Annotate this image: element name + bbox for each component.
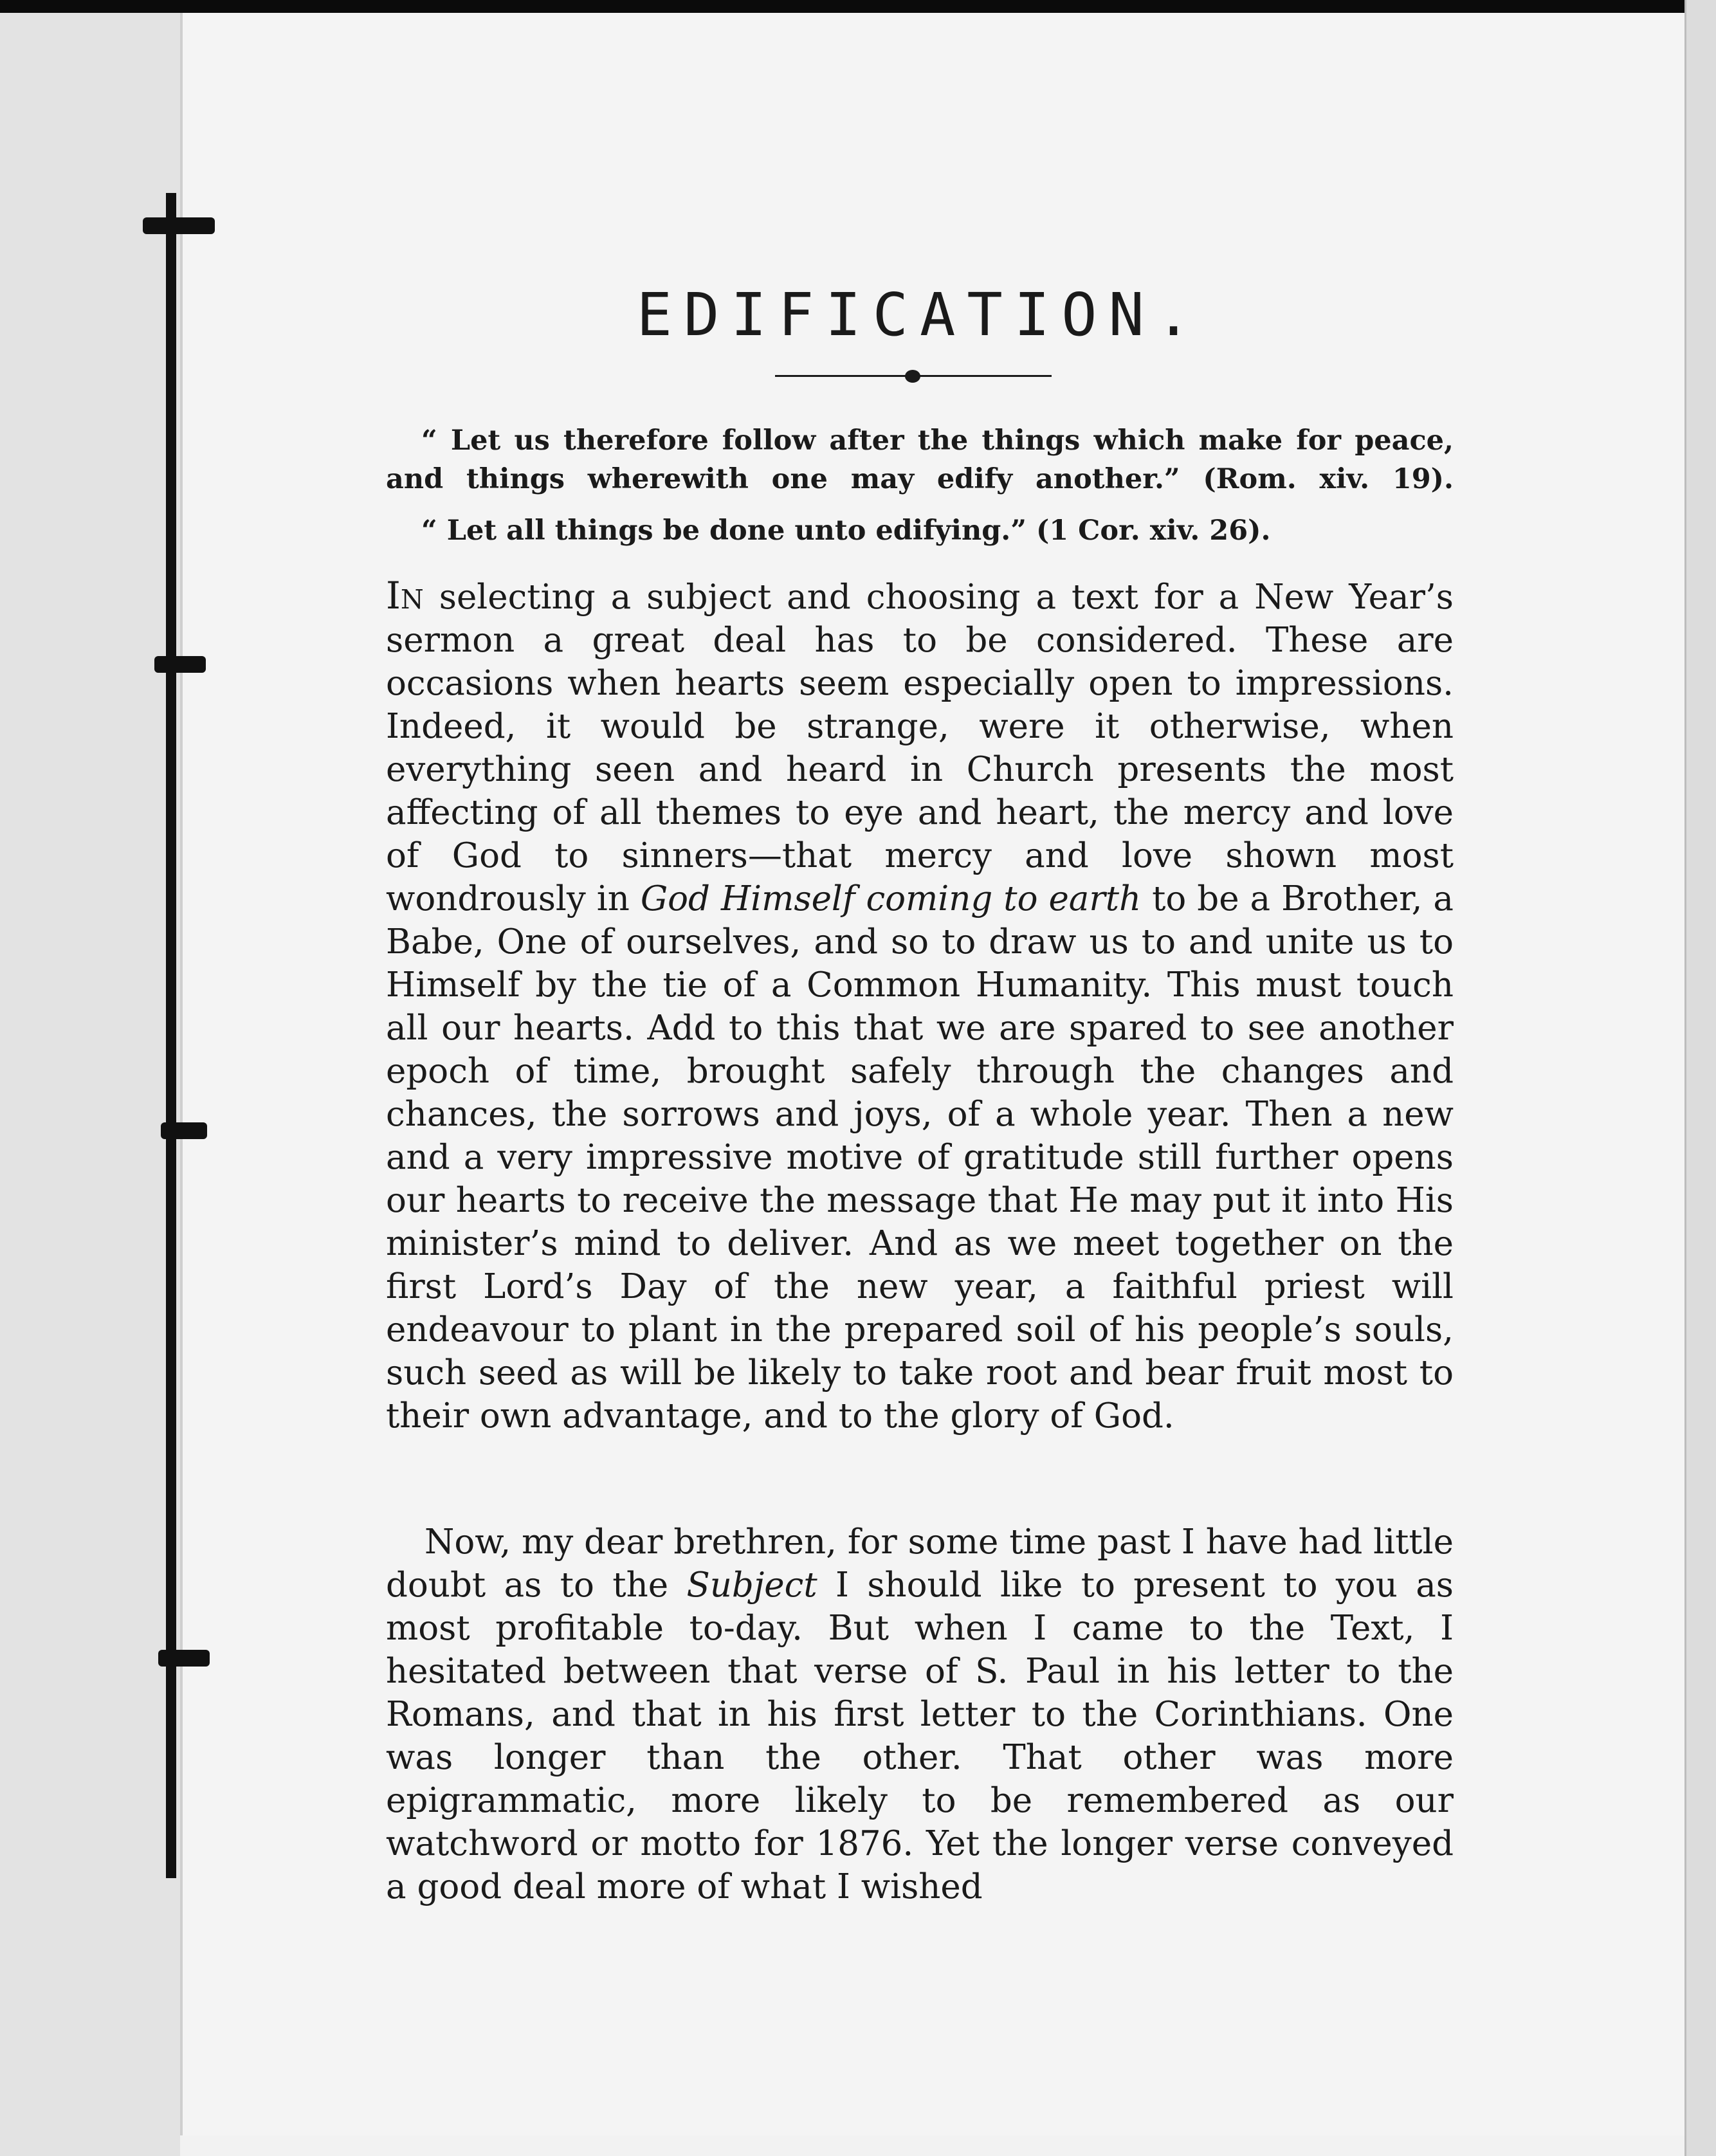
ornament-dot [905, 370, 920, 383]
paragraph-text: to be a Brother, a Babe, One of ourselves, and so to draw us to and unite us to Himself by the tie of a Common Humanity. This must touch all our hearts. Add to this that we are spared to see another epoch of time, brought safely through the changes and chances, the sorrows and joys, of a whole year. Then a new and a very impressive motive of gratitude still further opens our hearts to receive the message that He may put it into His minister’s mind to deliver. And as we meet together on the first Lord’s Day of the new year, a faithful priest will endeavour to plant in the prepared soil of his people’s souls, such seed as will be likely to take root and bear fruit most to their own advantage, and to the glory of God. [386, 879, 1454, 1436]
paragraph-emphasis: Subject [686, 1566, 817, 1605]
body-paragraph-1 [386, 574, 1454, 1438]
body-paragraph-2 [386, 1521, 1454, 1908]
paragraph-emphasis: God Himself coming to earth [640, 879, 1142, 918]
epigraph-corinthians [386, 511, 1454, 550]
paragraph-text: I should like to present to you as most profitable to-day. But when I came to the Text, I hesitated between that verse of S. Paul in his letter to the Romans, and that in his first letter to the Corinthians. One was longer than the other. That other was more epigrammatic, more likely to be remembered as our watchword or motto for 1876. Yet the longer verse conveyed a good deal more of what I wished [386, 1566, 1454, 1906]
scan-top-edge [0, 0, 1716, 13]
binding-stitch [161, 1122, 207, 1139]
epigraph-romans [386, 421, 1454, 498]
facing-page-strip [0, 13, 180, 2156]
binding-spine [166, 193, 176, 1878]
binding-stitch [154, 656, 206, 673]
epigraph-text: “ Let us therefore follow after the things which make for peace, and things wherewith one may edify another.” (Rom. xiv. 19). [386, 425, 1454, 495]
binding-stitch [158, 1650, 210, 1667]
epigraph-text: “ Let all things be done unto edifying.” (1 Cor. xiv. 26). [421, 515, 1271, 547]
page-title: EDIFICATION. [636, 280, 1203, 349]
paragraph-initial: In [386, 574, 424, 617]
scan-right-edge [1684, 0, 1716, 2156]
binding-stitch [143, 217, 215, 234]
title-ornament [775, 370, 1052, 383]
paragraph-text: Now, my dear brethren, for some time past I have had little doubt as to the [386, 1522, 1454, 1605]
paragraph-text: selecting a subject and choosing a text for a New Year’s sermon a great deal has to be considered. These are occasions when hearts seem especially open to impressions. Indeed, it would be strange, were it otherwise, when everything seen and heard in Church presents the most affecting of all themes to eye and heart, the mercy and love of God to sinners—that mercy and love shown most wondrously in [386, 578, 1454, 918]
